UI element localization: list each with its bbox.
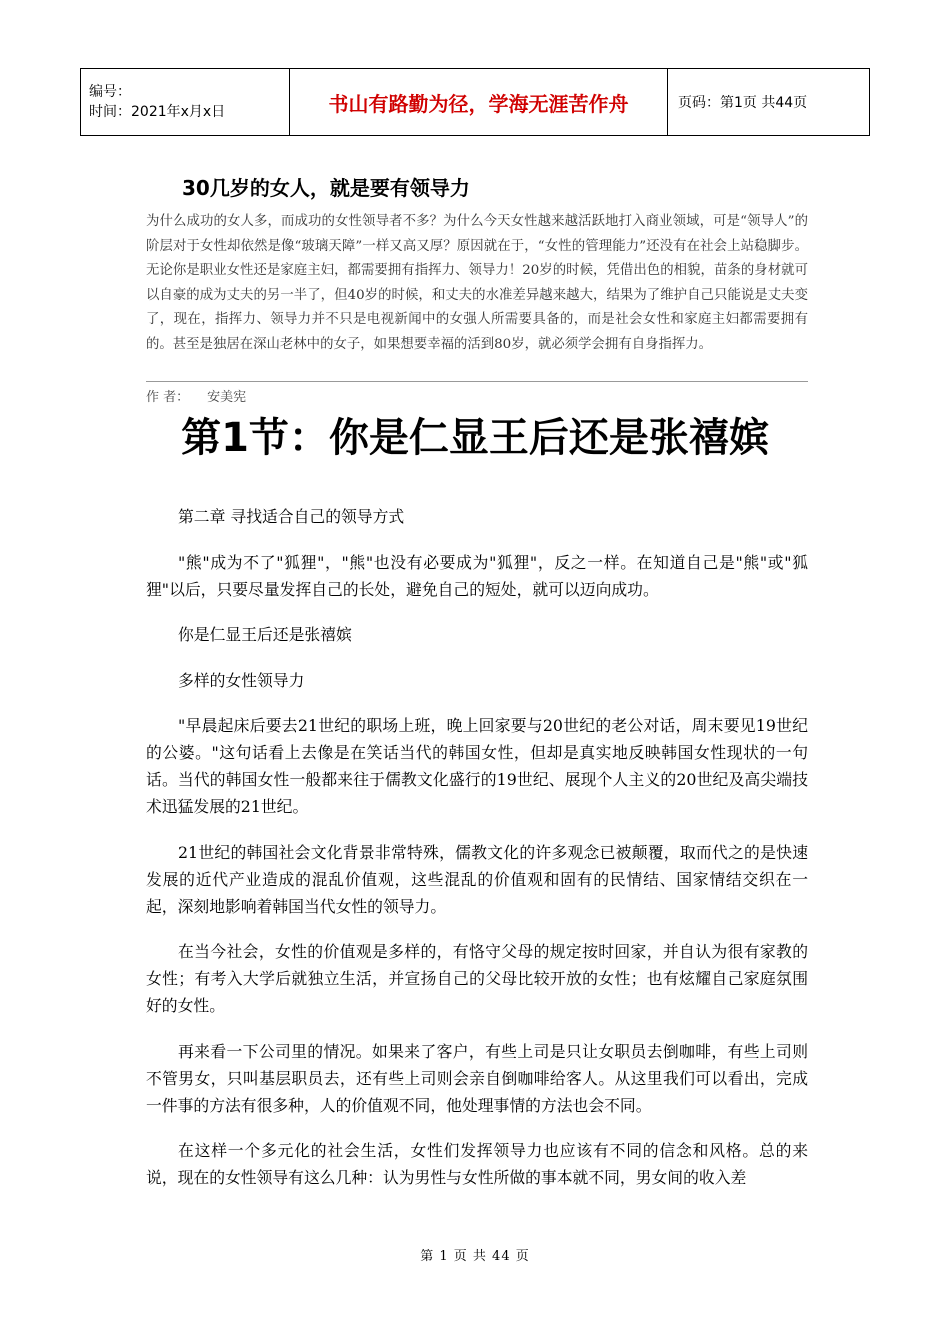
body-text (146, 503, 808, 1210)
article-subtitle: 30几岁的女人，就是要有领导力 (182, 176, 470, 200)
paragraph: 多样的女性领导力 (178, 670, 305, 690)
document-number-label: 编号： (89, 84, 131, 100)
document-date: 时间：2021年x月x日 (89, 104, 226, 120)
paragraph: "早晨起床后要去21世纪的职场上班，晚上回家要与20世纪的老公对话，周末要见19世纪的公婆。"这句话看上去像是在笑话当代的韩国女性，但却是真实地反映韩国女性现状的一句话。当代的韩国女性一般都来往于儒教文化盛行的19世纪、展现个人主义的20世纪及高尖端技术迅猛发展的21世纪。 (146, 716, 808, 816)
header-table (80, 68, 870, 136)
paragraph: "熊"成为不了"狐狸"，"熊"也没有必要成为"狐狸"，反之一样。在知道自己是"熊"或"狐狸"以后，只要尽量发挥自己的长处，避免自己的短处，就可以迈向成功。 (146, 552, 808, 599)
chapter-title: 第1节：你是仁显王后还是张禧嫔 (181, 415, 769, 461)
header-page-info: 页码：第1页 共44页 (668, 69, 870, 136)
header-meta-cell (81, 69, 290, 136)
header-motto: 书山有路勤为径，学海无涯苦作舟 (290, 69, 668, 136)
paragraph: 在当今社会，女性的价值观是多样的，有恪守父母的规定按时回家，并自认为很有家教的女性；有考入大学后就独立生活，并宣扬自己的父母比较开放的女性；也有炫耀自己家庭氛围好的女性。 (146, 942, 808, 1015)
divider (146, 381, 808, 382)
paragraph: 21世纪的韩国社会文化背景非常特殊，儒教文化的许多观念已被颠覆，取而代之的是快速发展的近代产业造成的混乱价值观，这些混乱的价值观和固有的民情结、国家情结交织在一起，深刻地影响着韩国当代女性的领导力。 (146, 842, 808, 916)
paragraph: 第二章 寻找适合自己的领导方式 (178, 507, 405, 526)
article-intro: 为什么成功的女人多，而成功的女性领导者不多？为什么今天女性越来越活跃地打入商业领域，可是“领导人”的阶层对于女性却依然是像“玻璃天障”一样又高又厚？原因就在于，“女性的管理能力”还没有在社会上站稳脚步。无论你是职业女性还是家庭主妇，都需要拥有指挥力、领导力！20岁的时候，凭借出色的相貌，苗条的身材就可以自豪的成为丈夫的另一半了，但40岁的时候，和丈夫的水准差异越来越大，结果为了维护自己只能说是丈夫变了，现在，指挥力、领导力并不只是电视新闻中的女强人所需要具备的，而是社会女性和家庭主妇都需要拥有的。甚至是独居在深山老林中的女子，如果想要幸福的活到80岁，就必须学会拥有自身指挥力。 (146, 214, 808, 352)
paragraph: 再来看一下公司里的情况。如果来了客户，有些上司是只让女职员去倒咖啡，有些上司则不管男女，只叫基层职员去，还有些上司则会亲自倒咖啡给客人。从这里我们可以看出，完成一件事的方法有很多种，人的价值观不同，他处理事情的方法也会不同。 (146, 1041, 808, 1115)
author-line (146, 386, 246, 405)
author-name: 安美宪 (207, 390, 247, 405)
author-label: 作 者： (146, 390, 190, 405)
paragraph: 你是仁显王后还是张禧嫔 (178, 625, 352, 644)
page-footer: 第 1 页 共 44 页 (420, 1249, 530, 1264)
paragraph: 在这样一个多元化的社会生活，女性们发挥领导力也应该有不同的信念和风格。总的来说，现在的女性领导有这么几种：认为男性与女性所做的事本就不同，男女间的收入差 (146, 1141, 808, 1187)
